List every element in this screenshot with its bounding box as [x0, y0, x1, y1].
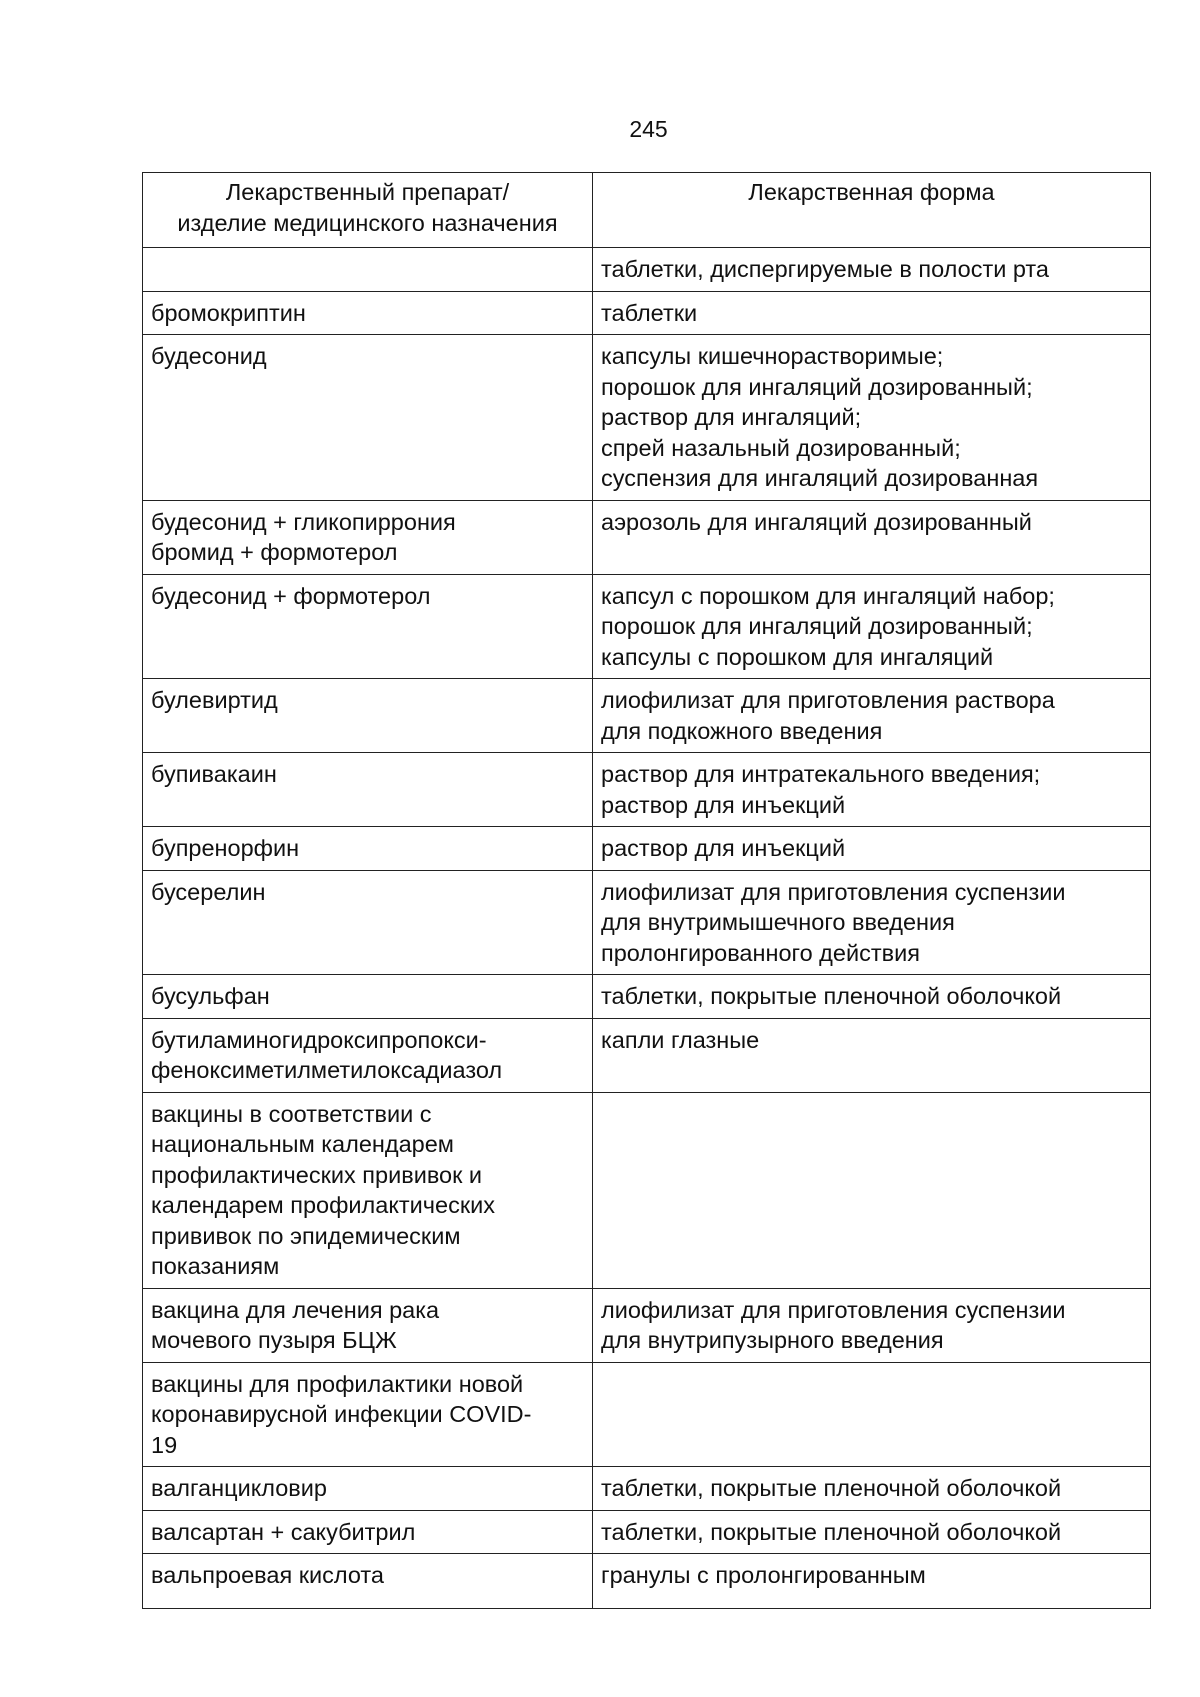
header-drug-line: Лекарственный препарат/	[225, 179, 510, 205]
table-row	[143, 500, 1151, 574]
table-row	[143, 870, 1151, 975]
drug-name-line: бромид + формотерол	[151, 539, 398, 565]
table-row	[143, 1362, 1151, 1467]
drug-name-cell	[143, 975, 593, 1019]
drug-name-cell	[143, 1092, 593, 1288]
drug-name-line: будесонид + гликопиррония	[151, 508, 456, 535]
drug-name-line: вакцины для профилактики новой	[151, 1370, 524, 1397]
drug-name-line: будесонид	[151, 343, 267, 369]
dosage-form-line: лиофилизат для приготовления раствора	[601, 687, 1055, 713]
drug-name-cell	[143, 1288, 593, 1362]
dosage-form-line: для подкожного введения	[601, 717, 883, 744]
dosage-form-cell	[593, 1288, 1151, 1362]
dosage-form-line: порошок для ингаляций дозированный;	[601, 373, 1033, 400]
dosage-form-cell	[593, 335, 1151, 501]
table-row	[143, 1467, 1151, 1511]
dosage-form-line: таблетки, покрытые пленочной оболочкой	[601, 983, 1062, 1009]
dosage-form-cell	[593, 827, 1151, 871]
drug-name-line: 19	[151, 1431, 178, 1458]
dosage-form-line: таблетки, покрытые пленочной оболочкой	[601, 1518, 1062, 1545]
drug-name-line: валганцикловир	[151, 1475, 327, 1501]
dosage-form-cell	[593, 1092, 1151, 1288]
drug-name-line: вальпроевая кислота	[151, 1562, 384, 1588]
dosage-form-line: пролонгированного действия	[601, 939, 920, 966]
drug-name-line: мочевого пузыря БЦЖ	[151, 1327, 397, 1353]
drug-name-line: феноксиметилметилоксадиазол	[151, 1057, 503, 1083]
dosage-form-cell	[593, 574, 1151, 679]
dosage-form-line: суспензия для ингаляций дозированная	[601, 465, 1039, 491]
drug-name-line: профилактических прививок и	[151, 1161, 483, 1188]
drug-name-line: бусульфан	[151, 983, 270, 1009]
drug-name-cell	[143, 1362, 593, 1467]
drug-name-cell	[143, 574, 593, 679]
drug-name-line: бромокриптин	[151, 299, 306, 326]
dosage-form-line: спрей назальный дозированный;	[601, 434, 961, 461]
dosage-form-line: таблетки	[601, 299, 698, 326]
drug-name-cell	[143, 1018, 593, 1092]
drug-name-line: бусерелин	[151, 878, 266, 905]
dosage-form-cell	[593, 1510, 1151, 1554]
dosage-form-line: раствор для инъекций	[601, 791, 846, 818]
dosage-form-line: для внутримышечного введения	[601, 909, 955, 935]
table-row	[143, 1288, 1151, 1362]
drug-name-line: будесонид + формотерол	[151, 582, 431, 609]
drug-name-cell	[143, 1510, 593, 1554]
drug-name-cell	[143, 1554, 593, 1609]
table-row	[143, 1510, 1151, 1554]
drug-name-line: вакцины в соответствии с	[151, 1100, 432, 1127]
table-row	[143, 574, 1151, 679]
drug-name-line: показаниям	[151, 1253, 280, 1279]
drug-name-cell	[143, 335, 593, 501]
table-row	[143, 975, 1151, 1019]
header-drug-line: изделие медицинского назначения	[177, 209, 558, 236]
dosage-form-line: капсулы с порошком для ингаляций	[601, 643, 994, 670]
dosage-form-cell	[593, 1467, 1151, 1511]
drug-name-line: валсартан + сакубитрил	[151, 1518, 416, 1545]
page-number: 245	[629, 116, 668, 142]
table-row	[143, 248, 1151, 292]
table-row	[143, 827, 1151, 871]
drug-name-line: прививок по эпидемическим	[151, 1222, 461, 1249]
header-drug	[143, 173, 593, 248]
drug-name-cell	[143, 1467, 593, 1511]
dosage-form-cell	[593, 1018, 1151, 1092]
dosage-form-line: капсулы кишечнорастворимые;	[601, 343, 944, 369]
drug-name-cell	[143, 500, 593, 574]
dosage-form-line: порошок для ингаляций дозированный;	[601, 613, 1033, 639]
drug-name-cell	[143, 248, 593, 292]
dosage-form-line: для внутрипузырного введения	[601, 1327, 944, 1353]
dosage-form-line: раствор для интратекального введения;	[601, 761, 1041, 787]
dosage-form-cell	[593, 1362, 1151, 1467]
drug-name-line: бутиламиногидроксипропокси-	[151, 1026, 487, 1053]
drug-name-line: коронавирусной инфекции COVID-	[151, 1401, 532, 1427]
drug-name-line: булевиртид	[151, 687, 278, 713]
table-row	[143, 1018, 1151, 1092]
dosage-form-line: таблетки, диспергируемые в полости рта	[601, 256, 1049, 282]
drug-name-cell	[143, 291, 593, 335]
dosage-form-cell	[593, 500, 1151, 574]
table-row	[143, 1554, 1151, 1609]
drug-name-cell	[143, 679, 593, 753]
dosage-form-line: раствор для инъекций	[601, 835, 846, 861]
table-row	[143, 753, 1151, 827]
table-body	[143, 248, 1151, 1609]
table-row	[143, 679, 1151, 753]
dosage-form-cell	[593, 753, 1151, 827]
dosage-form-cell	[593, 870, 1151, 975]
table-row	[143, 291, 1151, 335]
table-header-row	[143, 173, 1151, 248]
drug-name-line: национальным календарем	[151, 1131, 454, 1157]
dosage-form-line: капсул с порошком для ингаляций набор;	[601, 582, 1055, 609]
table-row	[143, 335, 1151, 501]
table-row	[143, 1092, 1151, 1288]
drug-name-cell	[143, 870, 593, 975]
dosage-form-line: аэрозоль для ингаляций дозированный	[601, 508, 1032, 535]
dosage-form-line: капли глазные	[601, 1026, 760, 1053]
drug-name-cell	[143, 753, 593, 827]
dosage-form-cell	[593, 291, 1151, 335]
dosage-form-line: таблетки, покрытые пленочной оболочкой	[601, 1475, 1062, 1501]
dosage-form-line: лиофилизат для приготовления суспензии	[601, 1296, 1066, 1323]
drug-name-line: календарем профилактических	[151, 1192, 495, 1218]
drug-name-cell	[143, 827, 593, 871]
dosage-form-cell	[593, 975, 1151, 1019]
header-form-line: Лекарственная форма	[748, 179, 995, 205]
dosage-form-cell	[593, 1554, 1151, 1609]
dosage-form-line: раствор для ингаляций;	[601, 404, 862, 430]
drug-name-line: вакцина для лечения рака	[151, 1296, 440, 1323]
drug-name-line: бупренорфин	[151, 835, 300, 861]
header-form	[593, 173, 1151, 248]
dosage-form-cell	[593, 679, 1151, 753]
drug-name-line: бупивакаин	[151, 761, 277, 787]
dosage-form-line: гранулы с пролонгированным	[601, 1562, 926, 1588]
medication-table	[142, 172, 1151, 1609]
dosage-form-line: лиофилизат для приготовления суспензии	[601, 878, 1066, 905]
dosage-form-cell	[593, 248, 1151, 292]
